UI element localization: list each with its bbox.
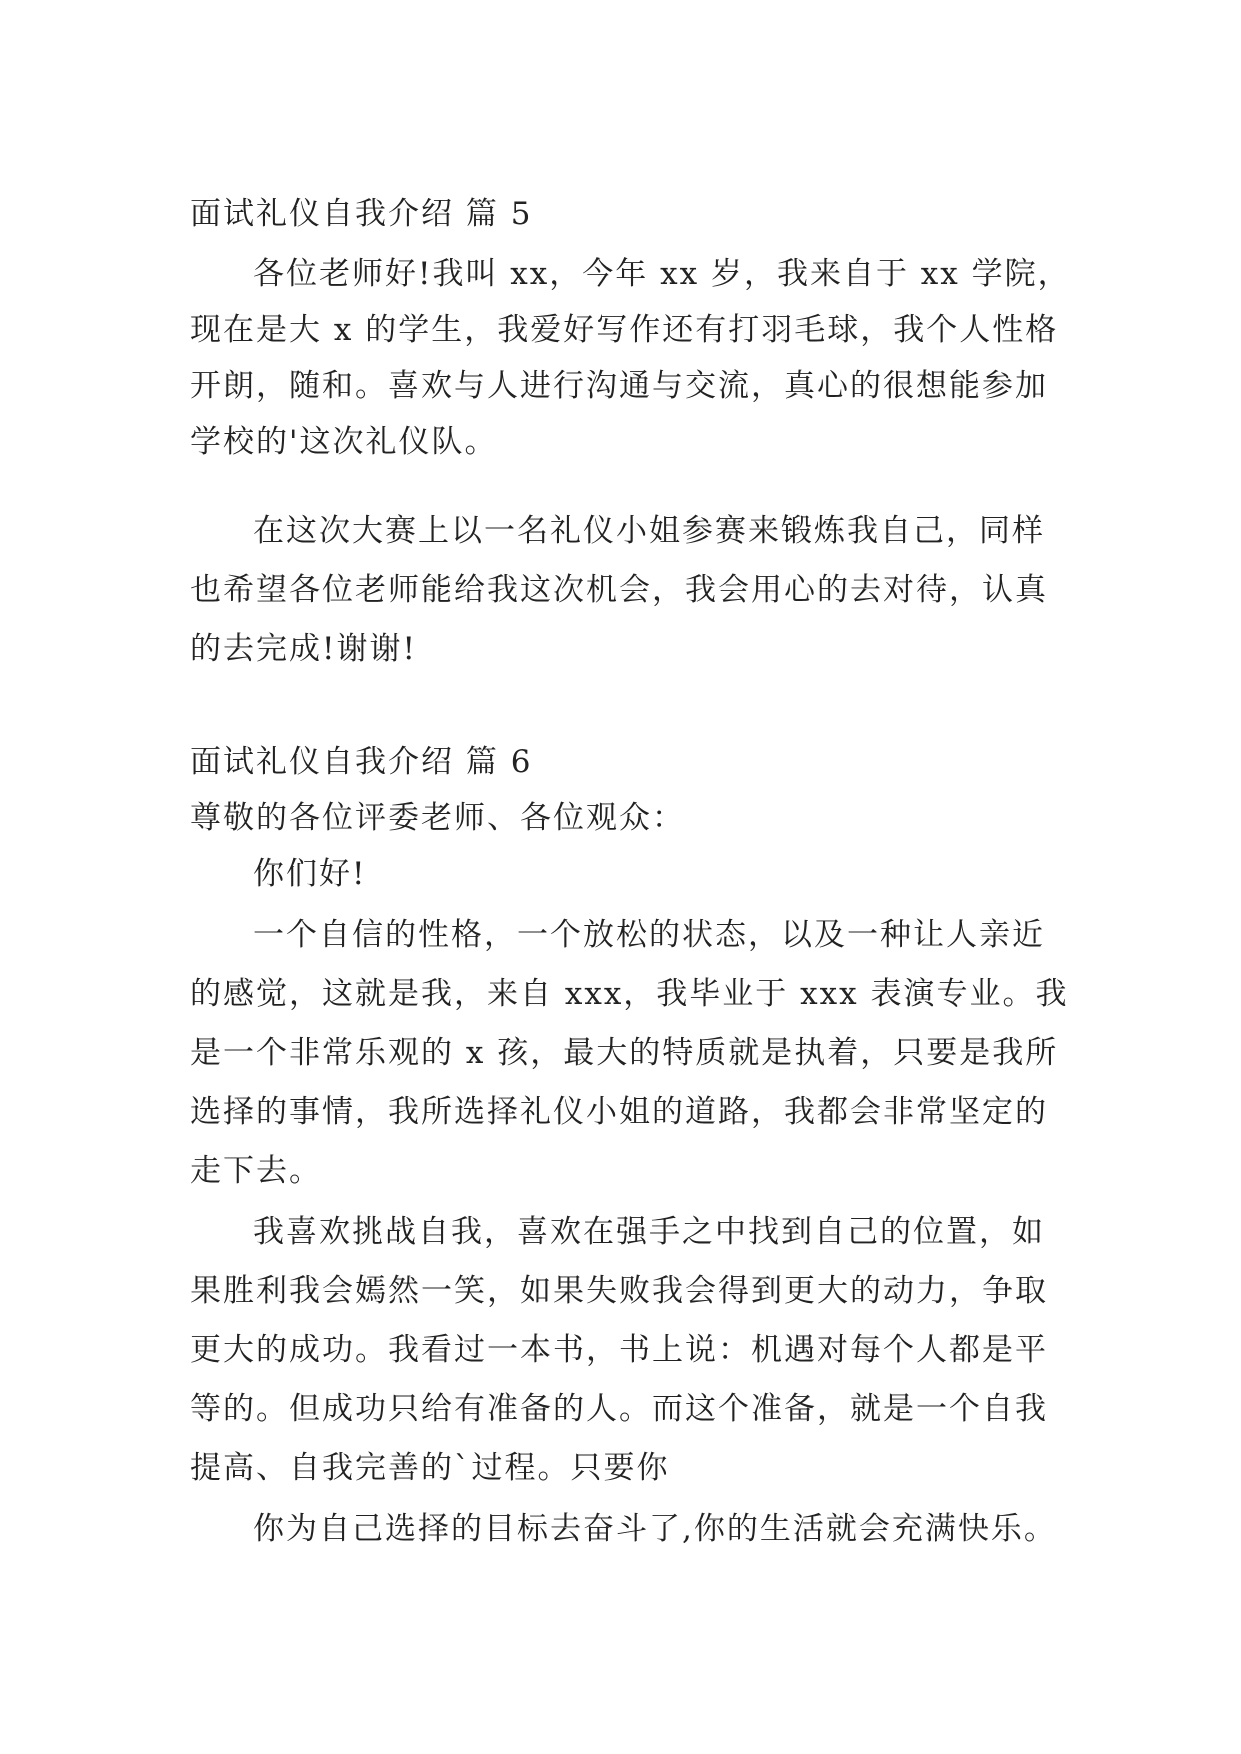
section-5-paragraph-2-line-1: 在这次大赛上以一名礼仪小姐参赛来锻炼我自己，同样 xyxy=(253,513,1045,549)
section-6-paragraph-1-line-2: 的感觉，这就是我，来自 xxx，我毕业于 xxx 表演专业。我 xyxy=(190,976,1069,1012)
section-5-paragraph-1-line-2: 现在是大 x 的学生，我爱好写作还有打羽毛球，我个人性格 xyxy=(190,312,1059,348)
section-6-greeting: 你们好! xyxy=(253,856,367,892)
section-6-paragraph-2-line-4: 等的。但成功只给有准备的人。而这个准备，就是一个自我 xyxy=(190,1391,1048,1427)
section-6-paragraph-1-line-5: 走下去。 xyxy=(190,1153,322,1189)
section-6-paragraph-2-line-5: 提高、自我完善的`过程。只要你 xyxy=(190,1450,670,1486)
section-6-paragraph-1-line-3: 是一个非常乐观的 x 孩，最大的特质就是执着，只要是我所 xyxy=(190,1035,1059,1071)
section-5-paragraph-2-line-2: 也希望各位老师能给我这次机会，我会用心的去对待，认真 xyxy=(190,572,1048,608)
section-6-paragraph-3-line-1: 你为自己选择的目标去奋斗了,你的生活就会充满快乐。 xyxy=(253,1511,1057,1547)
section-6-paragraph-2-line-1: 我喜欢挑战自我，喜欢在强手之中找到自己的位置，如 xyxy=(253,1214,1045,1250)
section-5-paragraph-1-line-4: 学校的'这次礼仪队。 xyxy=(190,424,498,460)
section-5-paragraph-1-line-1: 各位老师好!我叫 xx，今年 xx 岁，我来自于 xx 学院， xyxy=(253,256,1071,292)
section-6-paragraph-2-line-2: 果胜利我会嫣然一笑，如果失败我会得到更大的动力，争取 xyxy=(190,1273,1048,1309)
section-6-paragraph-1-line-4: 选择的事情，我所选择礼仪小姐的道路，我都会非常坚定的 xyxy=(190,1094,1048,1130)
section-6-salutation: 尊敬的各位评委老师、各位观众： xyxy=(190,800,685,836)
section-5-paragraph-2-line-3: 的去完成!谢谢! xyxy=(190,631,417,667)
section-6-paragraph-1-line-1: 一个自信的性格，一个放松的状态，以及一种让人亲近 xyxy=(253,917,1045,953)
section-5-paragraph-1-line-3: 开朗，随和。喜欢与人进行沟通与交流，真心的很想能参加 xyxy=(190,368,1048,404)
section-5-heading: 面试礼仪自我介绍 篇 5 xyxy=(190,196,533,232)
section-6-heading: 面试礼仪自我介绍 篇 6 xyxy=(190,744,533,780)
section-6-paragraph-2-line-3: 更大的成功。我看过一本书，书上说：机遇对每个人都是平 xyxy=(190,1332,1048,1368)
